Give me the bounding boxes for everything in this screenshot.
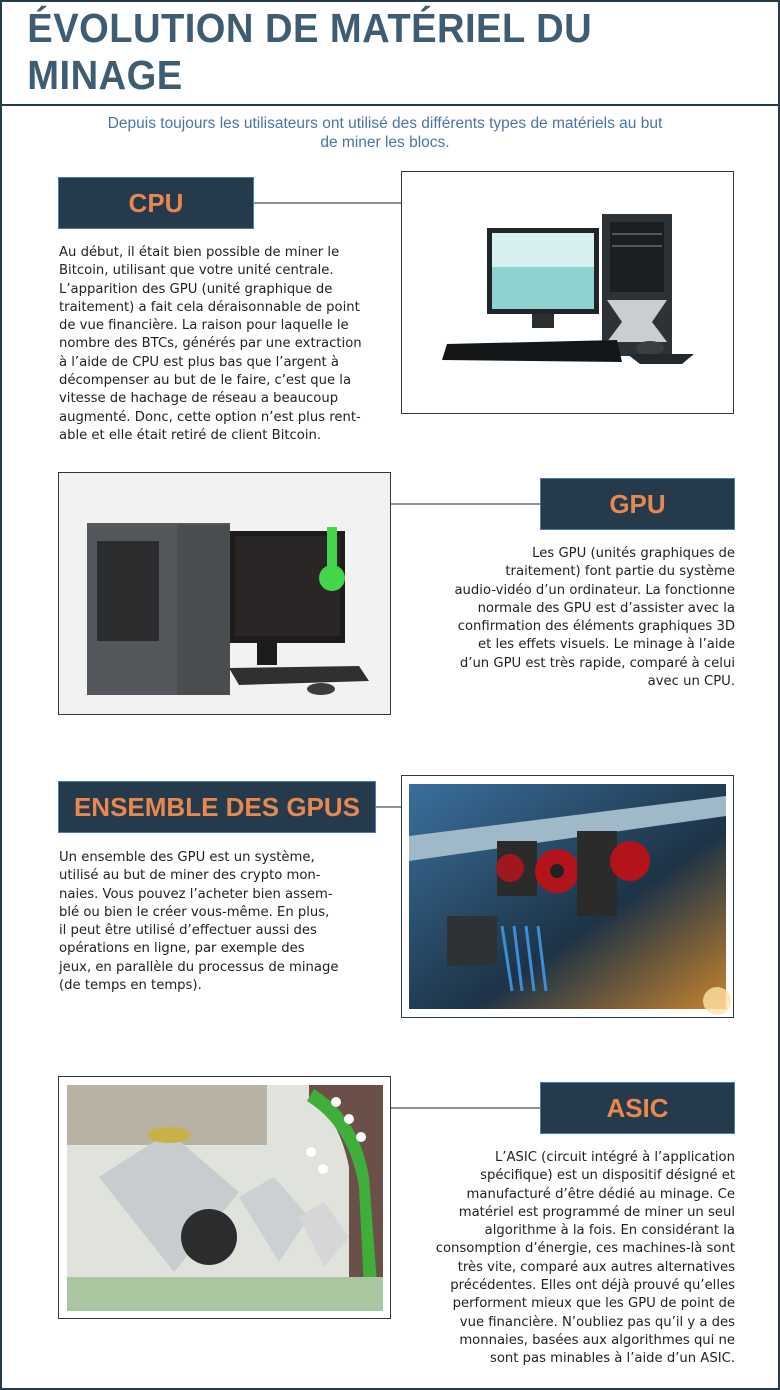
desktop-computer-image	[401, 171, 734, 414]
text-line: d’un GPU est très rapide, comparé à celui	[459, 655, 735, 671]
text-line: sont pas minables à l’aide d’un ASIC.	[489, 1351, 735, 1367]
text-line: naies. Vous pouvez l’acheter bien assem-	[59, 886, 333, 902]
section-text-asic	[400, 1149, 735, 1369]
text-line: nombre des BTCs, générés par une extraction	[59, 336, 362, 352]
text-line: L’ASIC (circuit intégré à l’application	[494, 1150, 735, 1165]
page-title: ÉVOLUTION DE MATÉRIEL DU MINAGE	[27, 5, 593, 98]
text-line: Un ensemble des GPU est un système,	[59, 850, 315, 865]
text-line: spécifique) est un dispositif désigné et	[480, 1168, 735, 1184]
gaming-pc-icon	[59, 473, 390, 714]
text-line: Au début, il était bien possible de miner le	[59, 245, 340, 260]
asic-miner-icon	[59, 1077, 390, 1318]
text-line: de vue financière. La raison pour laquelle le	[59, 318, 349, 334]
text-line: confirmation des éléments graphiques 3D	[457, 619, 735, 635]
section-text-gpu	[400, 545, 735, 691]
asic-miner-image	[58, 1076, 391, 1319]
text-line: performent mieux que les GPU de point de	[452, 1296, 735, 1312]
connector-line	[376, 806, 402, 808]
gaming-pc-image	[58, 472, 391, 715]
gpu-mining-rig-image	[401, 775, 734, 1018]
section-header-asic	[540, 1082, 735, 1134]
text-line: augmenté. Donc, cette option n’est plus rent-	[59, 409, 361, 425]
text-line: blé ou bien le créer vous-même. En plus,	[59, 904, 330, 920]
gpu-mining-rig-icon	[402, 776, 733, 1017]
text-line: matériel est programmé de miner un seul	[458, 1204, 735, 1220]
text-line: décompenser au but de le faire, c’est que la	[59, 373, 352, 389]
text-line: précédentes. Elles ont déjà prouvé qu’elles	[450, 1278, 735, 1294]
text-line: traitement) font partie du système	[505, 564, 735, 580]
text-line: (de temps en temps).	[59, 978, 202, 994]
text-line: traitement) a fait cela déraisonnable de point	[59, 299, 360, 315]
text-line: audio-vidéo d’un ordinateur. La fonctionne	[454, 582, 735, 598]
section-header-gpu	[540, 478, 735, 530]
text-line: utilisé au but de miner des crypto mon-	[59, 868, 321, 884]
text-line: et les effets visuels. Le minage à l’aide	[478, 637, 735, 653]
text-line: il peut être utilisé d’effectuer aussi des	[59, 923, 317, 939]
text-line: normale des GPU est d’assister avec la	[477, 600, 735, 616]
section-label: GPU	[609, 488, 666, 519]
text-line: able et elle était retiré de client Bitcoin.	[59, 427, 322, 443]
title-band	[0, 0, 780, 106]
section-text-cpu	[59, 244, 399, 445]
connector-line	[254, 202, 402, 204]
section-header-gpu-rig	[58, 781, 376, 833]
text-line: vitesse de hachage de réseau a beaucoup	[59, 391, 339, 407]
text-line: L’apparition des GPU (unité graphique de	[59, 281, 333, 297]
desktop-computer-icon	[402, 172, 733, 413]
text-line: opérations en ligne, par exemple des	[59, 941, 305, 957]
text-line: avec un CPU.	[647, 674, 735, 690]
section-label: ASIC	[606, 1092, 669, 1123]
page-subtitle: Depuis toujours les utilisateurs ont utilisé des différents types de matériels au but de miner les blocs.	[107, 115, 663, 151]
section-label: CPU	[128, 187, 184, 218]
text-line: à l’aide de CPU est plus bas que l’argent à	[59, 354, 339, 370]
section-text-gpu-rig	[59, 849, 379, 995]
text-line: monnaies, basées aux algorithmes qui ne	[459, 1332, 735, 1348]
text-line: Les GPU (unités graphiques de	[532, 546, 735, 561]
text-line: consomption d’énergie, ces machines-là sont	[435, 1241, 735, 1257]
text-line: manufacturé d’être dédié au minage. Ce	[466, 1186, 735, 1202]
text-line: jeux, en parallèle du processus de minage	[59, 959, 339, 975]
section-header-cpu	[58, 177, 254, 229]
section-label: ENSEMBLE DES GPUS	[73, 791, 361, 822]
text-line: vue financière. N’oubliez pas qu’il y a des	[459, 1314, 735, 1330]
text-line: algorithme à la fois. En considérant la	[484, 1223, 735, 1239]
text-line: Bitcoin, utilisant que votre unité centrale.	[59, 263, 334, 279]
connector-line	[391, 503, 541, 505]
connector-line	[391, 1107, 541, 1109]
text-line: très vite, comparé aux autres alternatives	[457, 1259, 735, 1275]
